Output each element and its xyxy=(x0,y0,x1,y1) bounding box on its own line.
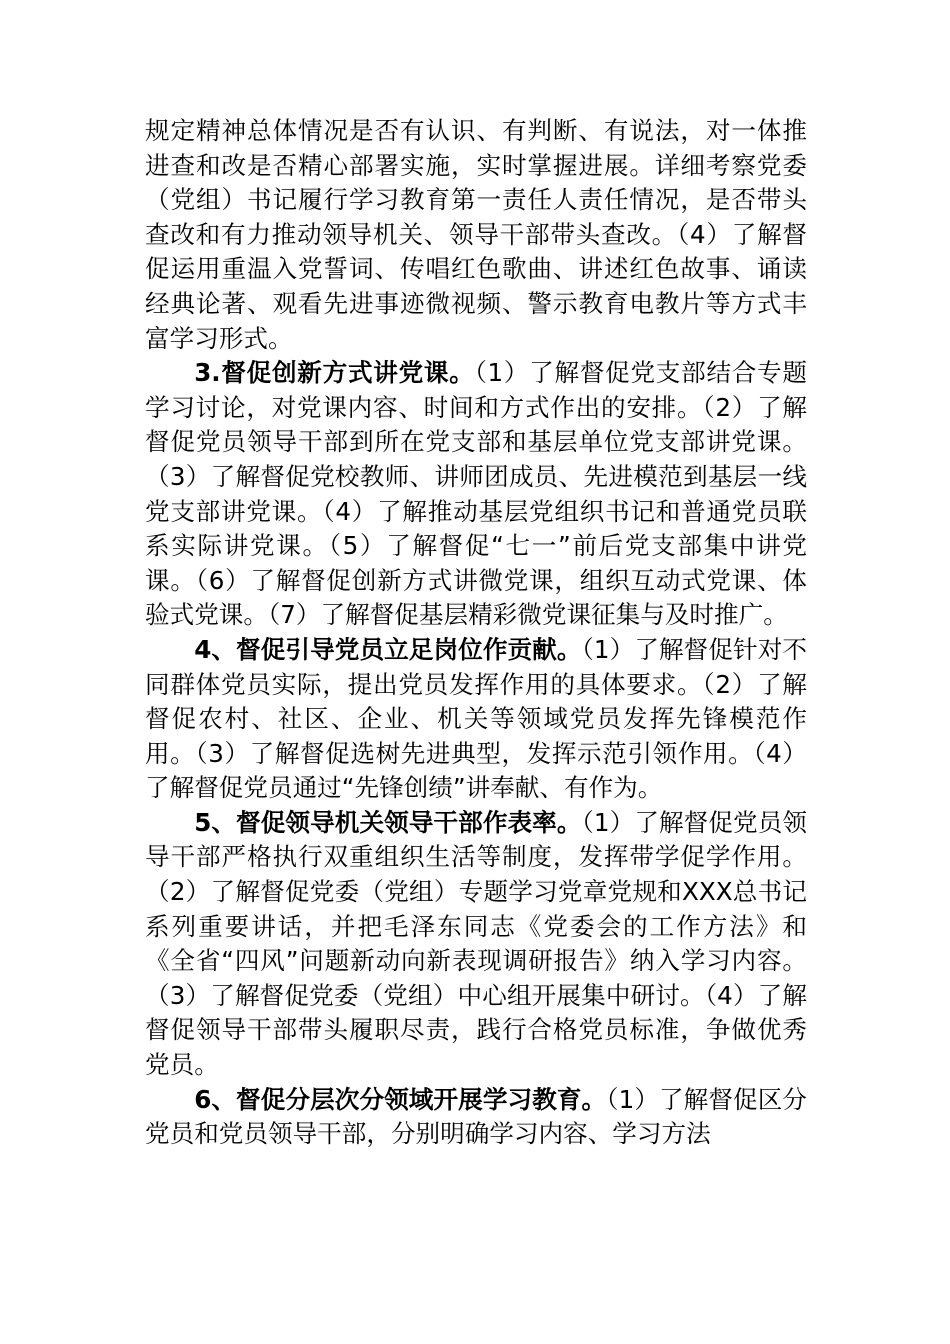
paragraph-section-5 xyxy=(145,806,807,1083)
paragraph-body: （1）了解督促针对不同群体党员实际，提出党员发挥作用的具体要求。（2）了解督促农村、社区、企业、机关等领域党员发挥先锋模范作用。（3）了解督促选树先进典型，发挥示范引领作用。（4）了解督促党员通过“先锋创绩”讲奉献、有作为。 xyxy=(145,634,807,803)
paragraph-continued xyxy=(145,114,807,356)
paragraph-section-4 xyxy=(145,633,807,806)
paragraph-body: （1）了解督促区分党员和党员领导干部，分别明确学习内容、学习方法 xyxy=(145,1084,807,1149)
section-heading: 6、督促分层次分领域开展学习教育。 xyxy=(194,1084,607,1114)
paragraph-section-3 xyxy=(145,356,807,633)
paragraph-body: （1）了解督促党员领导干部严格执行双重组织生活等制度，发挥带学促学作用。（2）了解督促党委（党组）专题学习党章党规和XXX总书记系列重要讲话，并把毛泽东同志《党委会的工作方法》和《全省“四风”问题新动向新表现调研报告》纳入学习内容。（3）了解督促党委（党组）中心组开展集中研讨。（4）了解督促领导干部带头履职尽责，践行合格党员标准，争做优秀党员。 xyxy=(145,807,807,1080)
paragraph-section-6 xyxy=(145,1083,807,1152)
section-heading: 5、督促领导机关领导干部作表率。 xyxy=(194,807,582,837)
section-heading: 3.督促创新方式讲党课。 xyxy=(194,358,475,388)
paragraph-body: 规定精神总体情况是否有认识、有判断、有说法，对一体推进查和改是否精心部署实施，实时掌握进展。详细考察党委（党组）书记履行学习教育第一责任人责任情况，是否带头查改和有力推动领导机关、领导干部带头查改。（4）了解督促运用重温入党誓词、传唱红色歌曲、讲述红色故事、诵读经典论著、观看先进事迹微视频、警示教育电教片等方式丰富学习形式。 xyxy=(145,116,807,353)
section-heading: 4、督促引导党员立足岗位作贡献。 xyxy=(194,634,582,664)
document-page xyxy=(145,114,807,1152)
paragraph-body: （1）了解督促党支部结合专题学习讨论，对党课内容、时间和方式作出的安排。（2）了解督促党员领导干部到所在党支部和基层单位党支部讲党课。（3）了解督促党校教师、讲师团成员、先进模范到基层一线党支部讲党课。（4）了解推动基层党组织书记和普通党员联系实际讲党课。（5）了解督促“七一”前后党支部集中讲党课。（6）了解督促创新方式讲微党课，组织互动式党课、体验式党课。（7）了解督促基层精彩微党课征集与及时推广。 xyxy=(145,358,807,630)
